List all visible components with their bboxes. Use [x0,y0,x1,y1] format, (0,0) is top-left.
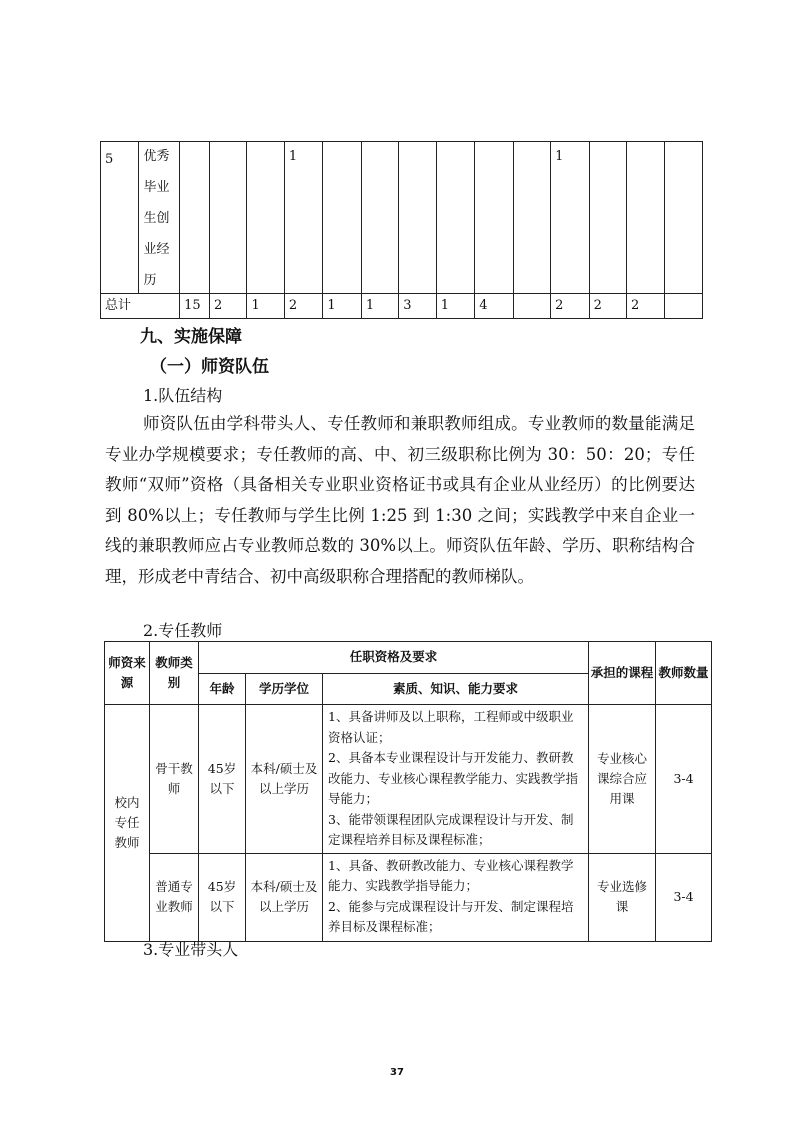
table-cell: 4 [475,294,513,319]
table-row-total [101,294,703,319]
category-value: 普通专业教师 [150,853,199,941]
table-cell [627,142,665,294]
education-value: 本科/硕士及以上学历 [246,705,323,854]
table-row [105,705,712,854]
table-cell [513,294,550,319]
requirements-value: 1、具备讲师及以上职称，工程师或中级职业资格认证； 2、具备本专业课程设计与开发能力、教研教改能力、专业核心课程教学能力、实践教学指导能力； 3、能带领课程团队完成课程设计与开发、制定课程培养目标及课程标准； [323,705,589,854]
table-cell: 15 [180,294,210,319]
header-education: 学历学位 [246,673,323,705]
courses-value: 专业选修课 [589,853,656,941]
table-cell [399,142,436,294]
header-courses: 承担的课程 [589,642,656,705]
table-cell: 2 [589,294,626,319]
header-category: 教师类别 [150,642,199,705]
table-cell [323,142,361,294]
table-cell: 1 [361,294,398,319]
table-cell [589,142,626,294]
teacher-table [104,641,712,942]
table-cell [247,142,284,294]
item-heading-teachers: 2.专任教师 [143,621,223,640]
source-value: 校内专任教师 [105,705,150,942]
enrollment-table [100,141,703,319]
body-paragraph: 师资队伍由学科带头人、专任教师和兼职教师组成。专业教师的数量能满足专业办学规模要求；专任教师的高、中、初三级职称比例为 30：50：20；专任教师“双师”资格（具备相关专业职业资格证书或具有企业从业经历）的比例要达到 80%以上；专任教师与学生比例 1:25 到 1:30 之间；实践教学中来自企业一线的兼职教师应占专业教师总数的 30%以上。师资队伍年龄、学历、职称结构合理，形成老中青结合、初中高级职称合理搭配的教师梯队。 [105,414,695,586]
header-ability: 素质、知识、能力要求 [323,673,589,705]
table-header-row [105,642,712,674]
table-cell [475,142,513,294]
header-count: 教师数量 [656,642,712,705]
item-heading-structure: 1.队伍结构 [143,386,223,405]
table-cell [665,294,703,319]
table-row [101,142,703,294]
table-cell: 1 [284,142,322,294]
header-source: 师资来源 [105,642,150,705]
education-value: 本科/硕士及以上学历 [246,853,323,941]
category-value: 骨干教师 [150,705,199,854]
requirements-value: 1、具备、教研教改能力、专业核心课程教学能力、实践教学指导能力； 2、能参与完成课程设计与开发、制定课程培养目标及课程标准； [323,853,589,941]
table-cell [210,142,247,294]
table-cell [665,142,703,294]
item-heading-leader: 3.专业带头人 [143,940,239,959]
page-number: 37 [390,1067,404,1078]
row-name: 优秀 毕业 生创 业经 历 [139,142,180,294]
table-cell: 2 [210,294,247,319]
header-qualification: 任职资格及要求 [199,642,589,674]
row-number: 5 [101,142,139,294]
table-cell [180,142,210,294]
table-cell: 1 [436,294,474,319]
subsection-heading: （一）师资队伍 [150,357,269,377]
age-value: 45岁以下 [199,705,246,854]
table-cell: 1 [323,294,361,319]
table-cell [361,142,398,294]
table-cell: 2 [627,294,665,319]
table-cell: 1 [551,142,589,294]
count-value: 3-4 [656,705,712,854]
table-cell [513,142,550,294]
section-heading: 九、实施保障 [140,327,242,347]
table-cell: 1 [247,294,284,319]
table-row [105,853,712,941]
total-label: 总计 [101,294,180,319]
table-cell: 2 [551,294,589,319]
age-value: 45岁以下 [199,853,246,941]
header-age: 年龄 [199,673,246,705]
table-cell: 3 [399,294,436,319]
courses-value: 专业核心课综合应用课 [589,705,656,854]
count-value: 3-4 [656,853,712,941]
table-cell [436,142,474,294]
table-cell: 2 [284,294,322,319]
